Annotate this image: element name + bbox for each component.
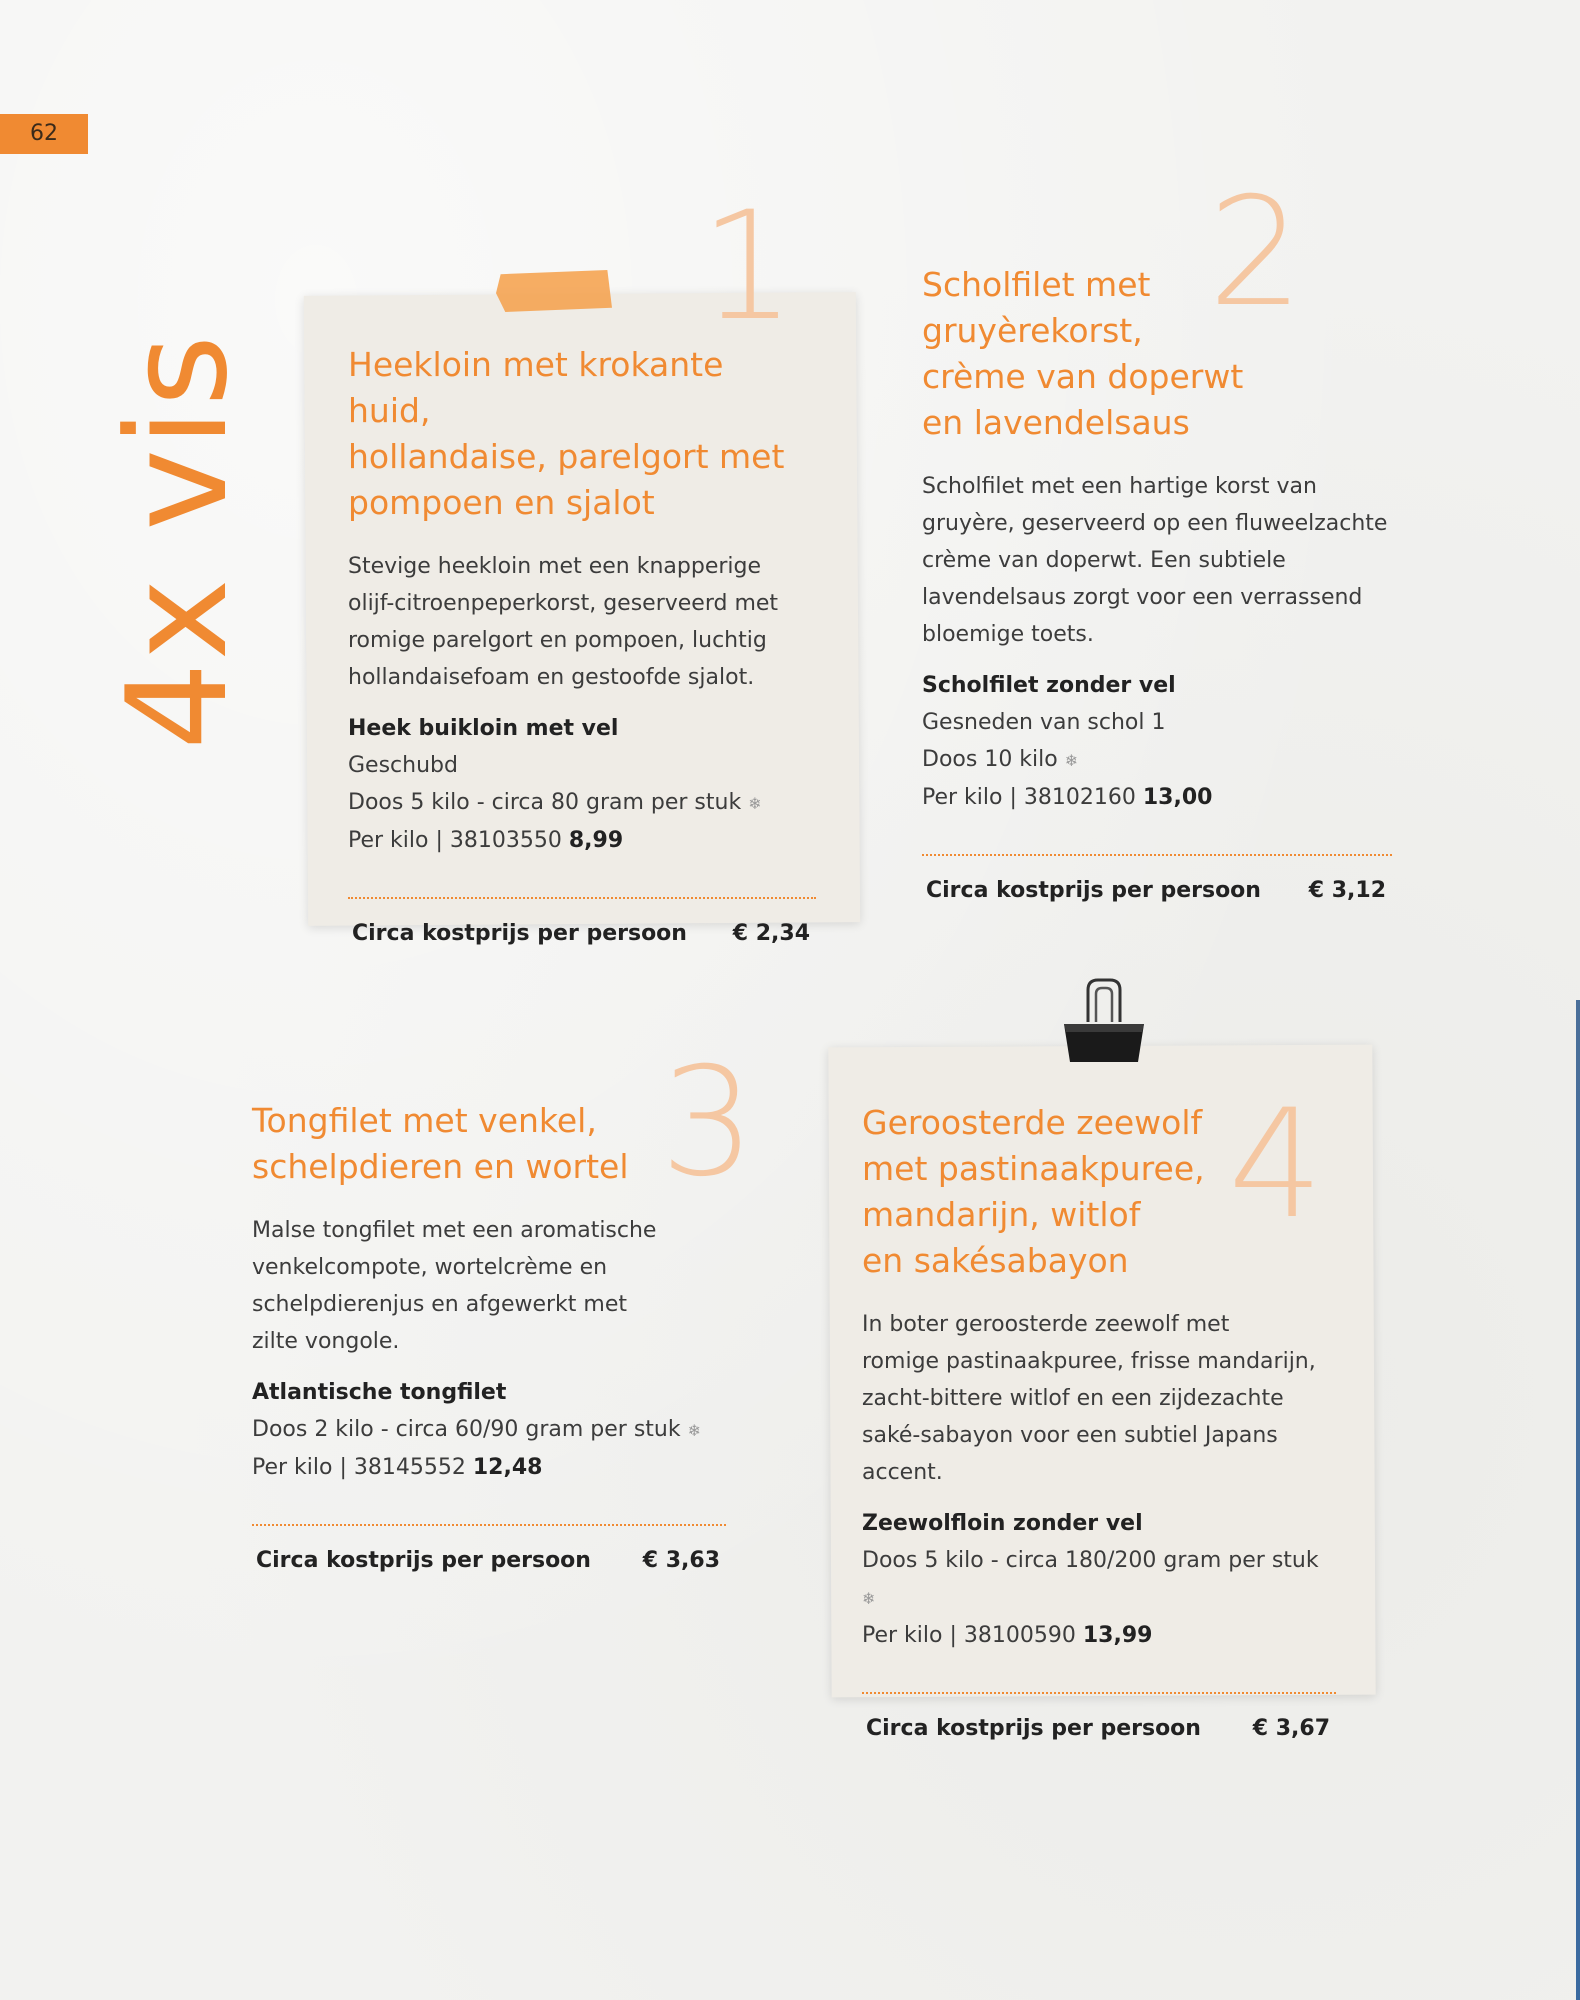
- product-detail-text: Doos 2 kilo - circa 60/90 gram per stuk: [252, 1417, 681, 1442]
- recipe-title: [252, 1098, 726, 1190]
- cost-value: € 3,67: [1252, 1716, 1330, 1741]
- snowflake-icon: ❄: [748, 794, 762, 813]
- product-name: Heek buikloin met vel: [348, 716, 619, 741]
- title-line: hollandaise, parelgort met: [348, 437, 785, 476]
- price: 8,99: [568, 828, 624, 853]
- product-detail-text: Doos 5 kilo - circa 80 gram per stuk: [348, 790, 742, 815]
- card-number-3: 3: [660, 1036, 756, 1210]
- recipe-card-2: [922, 262, 1392, 903]
- cost-row: [862, 1716, 1336, 1741]
- description-line: zacht-bittere witlof en een zijdezachte: [862, 1386, 1284, 1411]
- price: 13,99: [1082, 1623, 1153, 1648]
- product-info: [252, 1374, 726, 1486]
- description-line: bloemige toets.: [922, 622, 1094, 647]
- title-line: Geroosterde zeewolf: [862, 1103, 1203, 1142]
- card-number-1: 1: [700, 180, 796, 354]
- description-line: In boter geroosterde zeewolf met: [862, 1312, 1230, 1337]
- description-line: Stevige heekloin met een knapperige: [348, 554, 762, 579]
- recipe-description: [348, 548, 816, 696]
- page-number: 62: [0, 114, 88, 154]
- recipe-card-1: [348, 342, 816, 946]
- cost-label: Circa kostprijs per persoon: [926, 878, 1261, 903]
- recipe-description: [922, 468, 1392, 653]
- per-kilo-text: Per kilo | 38103550: [348, 828, 562, 853]
- cost-row: [348, 921, 816, 946]
- product-name: Zeewolfloin zonder vel: [862, 1511, 1143, 1536]
- binder-clip-icon: [1058, 976, 1150, 1068]
- cost-label: Circa kostprijs per persoon: [866, 1716, 1201, 1741]
- product-detail-text: Doos 10 kilo: [922, 747, 1058, 772]
- per-kilo: [348, 822, 816, 859]
- title-line: Tongfilet met venkel,: [252, 1101, 597, 1140]
- dotted-divider: [922, 854, 1392, 856]
- product-name: Scholfilet zonder vel: [922, 673, 1176, 698]
- per-kilo-text: Per kilo | 38100590: [862, 1623, 1076, 1648]
- dotted-divider: [862, 1692, 1336, 1694]
- product-detail: [862, 1542, 1336, 1617]
- card-number-4: 4: [1228, 1078, 1324, 1252]
- recipe-description: [252, 1212, 726, 1360]
- cost-value: € 3,12: [1308, 878, 1386, 903]
- description-line: gruyère, geserveerd op een fluweelzachte: [922, 511, 1388, 536]
- description-line: schelpdierenjus en afgewerkt met: [252, 1292, 627, 1317]
- description-line: romige pastinaakpuree, frisse mandarijn,: [862, 1349, 1316, 1374]
- card-number-2: 2: [1208, 166, 1304, 340]
- per-kilo: [922, 779, 1392, 816]
- product-detail: [922, 741, 1392, 779]
- cost-value: € 3,63: [642, 1548, 720, 1573]
- product-name: Atlantische tongfilet: [252, 1380, 507, 1405]
- description-line: Malse tongfilet met een aromatische: [252, 1218, 657, 1243]
- recipe-card-4: [862, 1100, 1336, 1741]
- per-kilo: [862, 1617, 1336, 1654]
- title-line: pompoen en sjalot: [348, 483, 655, 522]
- title-line: gruyèrekorst,: [922, 311, 1143, 350]
- cost-row: [252, 1548, 726, 1573]
- description-line: olijf-citroenpeperkorst, geserveerd met: [348, 591, 779, 616]
- recipe-title: [922, 262, 1392, 446]
- title-line: crème van doperwt: [922, 357, 1244, 396]
- description-line: crème van doperwt. Een subtiele: [922, 548, 1286, 573]
- snowflake-icon: ❄: [1064, 751, 1079, 770]
- price: 13,00: [1142, 785, 1213, 810]
- title-line: met pastinaakpuree,: [862, 1149, 1205, 1188]
- product-detail: Geschubd: [348, 753, 458, 778]
- tape-strip: [496, 270, 612, 312]
- cost-label: Circa kostprijs per persoon: [256, 1548, 591, 1573]
- product-detail: Gesneden van schol 1: [922, 710, 1166, 735]
- per-kilo-text: Per kilo | 38145552: [252, 1455, 466, 1480]
- title-line: mandarijn, witlof: [862, 1195, 1141, 1234]
- description-line: saké-sabayon voor een subtiel Japans: [862, 1423, 1278, 1448]
- title-line: Heekloin met krokante huid,: [348, 345, 724, 430]
- per-kilo: [252, 1449, 726, 1486]
- price: 12,48: [472, 1455, 543, 1480]
- page-edge: [1576, 1000, 1580, 2000]
- product-info: [922, 667, 1392, 816]
- recipe-title: [348, 342, 816, 526]
- recipe-card-3: [252, 1098, 726, 1573]
- dotted-divider: [252, 1524, 726, 1526]
- side-title: 4x vis: [97, 332, 258, 750]
- product-detail: [348, 784, 816, 822]
- description-line: romige parelgort en pompoen, luchtig: [348, 628, 767, 653]
- product-detail: [252, 1411, 726, 1449]
- recipe-title: [862, 1100, 1336, 1284]
- recipe-description: [862, 1306, 1336, 1491]
- description-line: accent.: [862, 1460, 943, 1485]
- description-line: Scholfilet met een hartige korst van: [922, 474, 1317, 499]
- description-line: hollandaisefoam en gestoofde sjalot.: [348, 665, 755, 690]
- snowflake-icon: ❄: [862, 1589, 876, 1608]
- title-line: Scholfilet met: [922, 265, 1151, 304]
- cost-value: € 2,34: [732, 921, 810, 946]
- title-line: en lavendelsaus: [922, 403, 1190, 442]
- dotted-divider: [348, 897, 816, 899]
- cost-label: Circa kostprijs per persoon: [352, 921, 687, 946]
- product-info: [348, 710, 816, 859]
- description-line: venkelcompote, wortelcrème en: [252, 1255, 608, 1280]
- cost-row: [922, 878, 1392, 903]
- snowflake-icon: ❄: [687, 1421, 702, 1440]
- product-detail-text: Doos 5 kilo - circa 180/200 gram per stuk: [862, 1548, 1319, 1573]
- description-line: zilte vongole.: [252, 1329, 400, 1354]
- per-kilo-text: Per kilo | 38102160: [922, 785, 1136, 810]
- title-line: en sakésabayon: [862, 1241, 1129, 1280]
- title-line: schelpdieren en wortel: [252, 1147, 629, 1186]
- product-info: [862, 1505, 1336, 1654]
- description-line: lavendelsaus zorgt voor een verrassend: [922, 585, 1363, 610]
